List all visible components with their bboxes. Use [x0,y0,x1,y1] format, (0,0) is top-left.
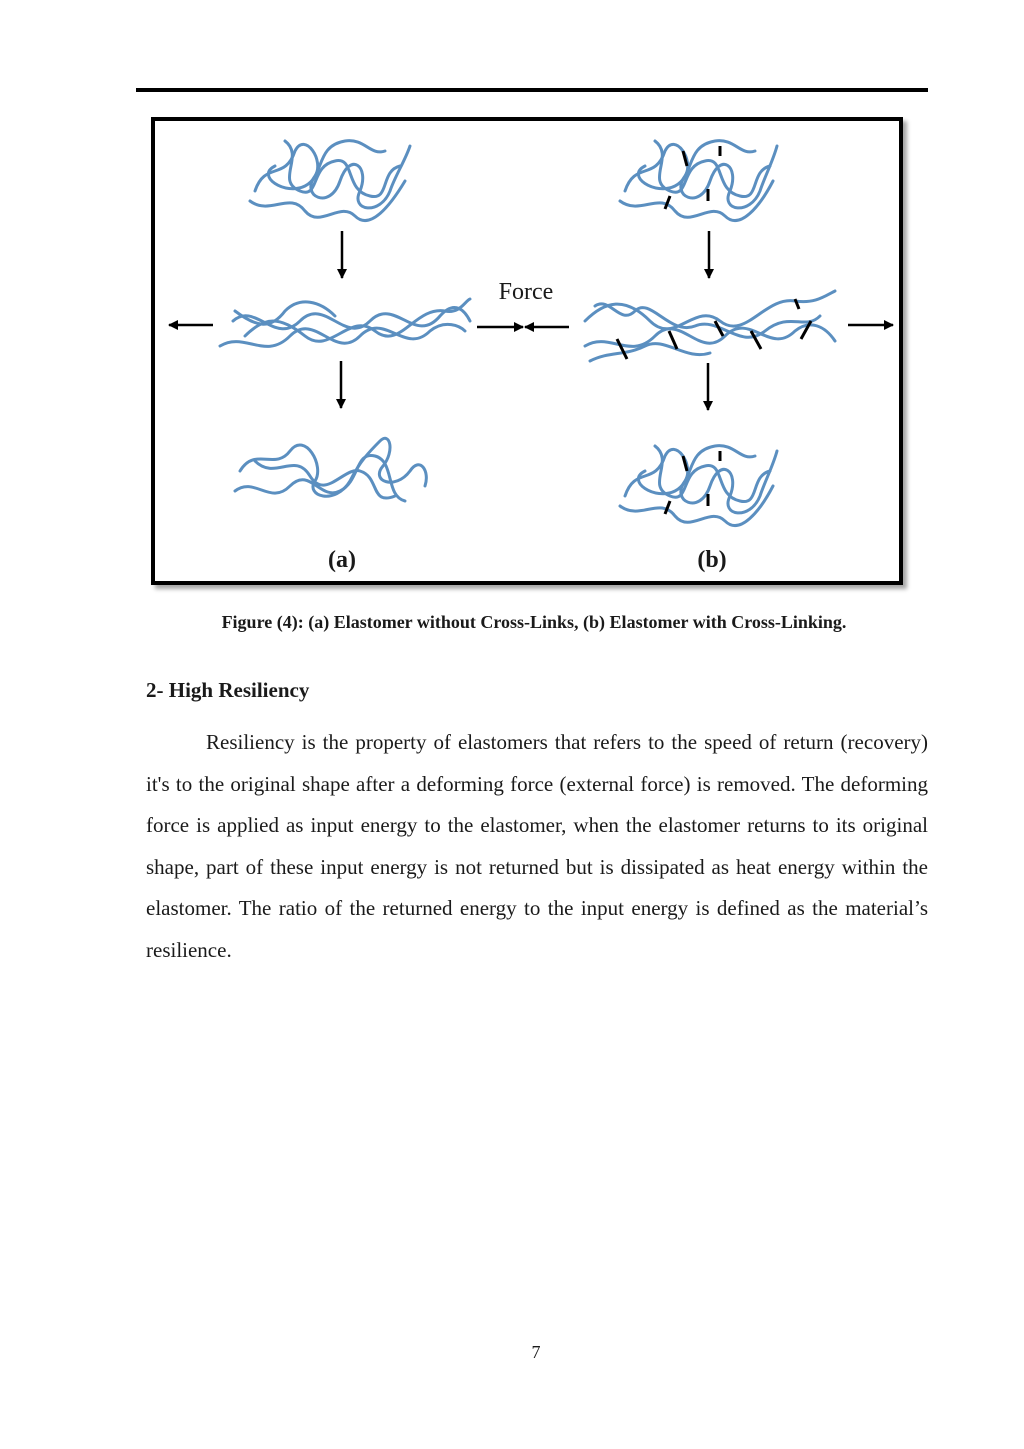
panel-a-coiled-chains-bottom [235,438,426,501]
figure-caption: Figure (4): (a) Elastomer without Cross-Links, (b) Elastomer with Cross-Linking. [221,612,847,632]
page-number: 7 [531,1342,541,1362]
panel-a-label: (a) [328,547,356,573]
top-rule [136,88,928,92]
section-heading: 2- High Resiliency [146,678,310,702]
panel-a-coiled-chains-top [250,141,410,221]
figure-diagram [155,121,899,581]
panel-b-coiled-chains-top [620,141,777,221]
elastomer-figure [151,117,903,585]
force-label: Force [498,279,554,305]
panel-a-stretched-chains [220,299,470,346]
panel-b-label: (b) [697,547,727,573]
panel-b-coiled-chains-bottom [620,446,777,526]
body-paragraph: Resiliency is the property of elastomers that refers to the speed of return (recovery) it's to the original shape after a deforming force (external force) is removed. The deforming force is applied as input energy to the elastomer, when the elastomer returns to its original shape, part of these input energy is not returned but is dissipated as heat energy within the elastomer. The ratio of the returned energy to the input energy is defined as the material’s resilience. [146,730,928,962]
